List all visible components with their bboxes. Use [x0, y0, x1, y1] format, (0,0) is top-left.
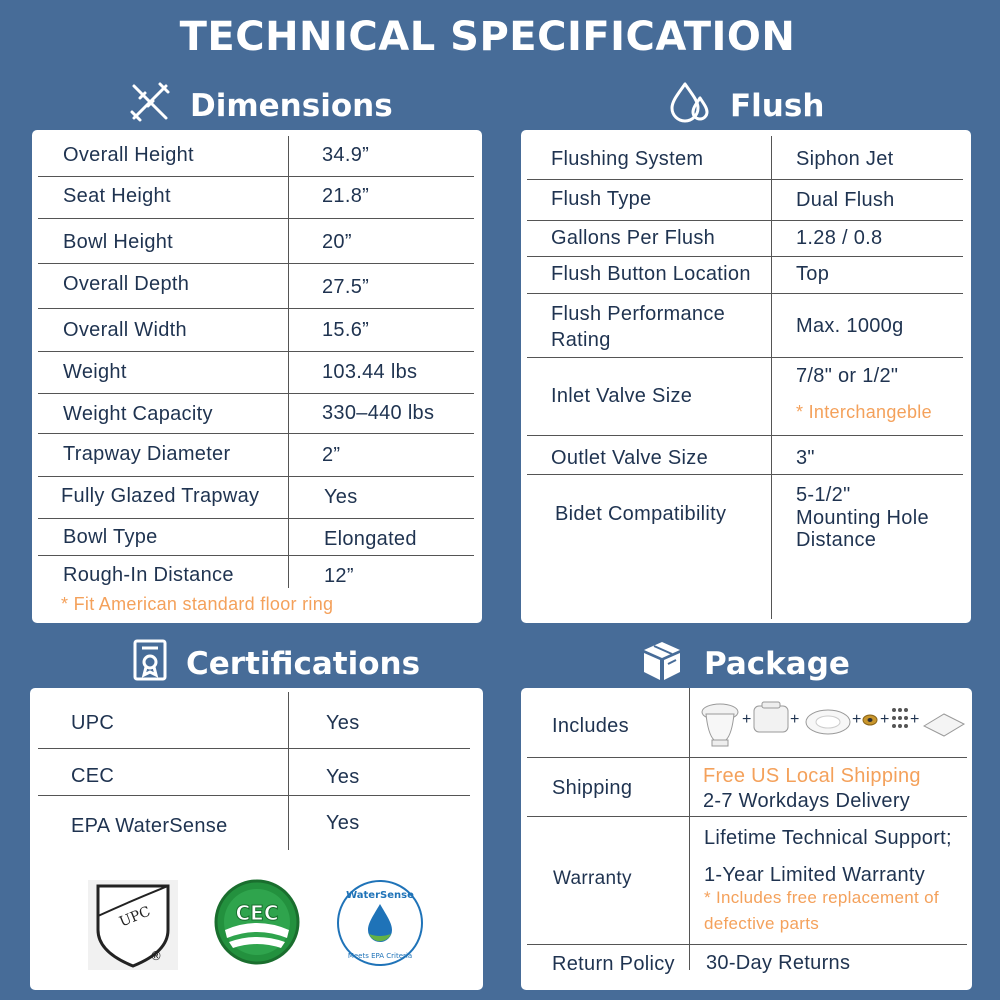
watersense-logo-top: WaterSense [346, 890, 414, 901]
package-heading [638, 638, 850, 690]
pkg-warranty-note1: * Includes free replacement of [704, 888, 939, 907]
upc-logo-text: UPC [117, 903, 153, 931]
cover-plate-icon [924, 714, 964, 736]
toilet-bowl-icon [702, 704, 738, 746]
certifications-card [30, 688, 483, 990]
plus-3: + [852, 711, 862, 728]
flush-label-inlet: Inlet Valve Size [551, 385, 693, 407]
plus-5: + [910, 711, 920, 728]
flush-label-type: Flush Type [551, 188, 652, 210]
pkg-warranty-note2: defective parts [704, 914, 820, 933]
flush-value-outlet: 3" [796, 447, 815, 469]
watersense-logo-bottom: Meets EPA Criteria [347, 952, 413, 960]
dim-label-fully-glazed: Fully Glazed Trapway [61, 485, 260, 507]
flush-label-performance-2: Rating [551, 329, 611, 351]
flush-value-gallons: 1.28 / 0.8 [796, 227, 883, 249]
flush-value-system: Siphon Jet [796, 148, 894, 170]
included-items [696, 694, 968, 752]
pkg-label-includes: Includes [552, 715, 629, 737]
dim-label-trapway-diameter: Trapway Diameter [63, 443, 231, 465]
toilet-tank-icon [754, 702, 788, 732]
cec-logo-text: CEC [235, 901, 279, 925]
flush-value-inlet: 7/8" or 1/2" [796, 365, 899, 387]
plus-1: + [742, 711, 752, 728]
dim-label-bowl-height: Bowl Height [63, 231, 174, 253]
dim-value-rough-in: 12” [324, 565, 354, 587]
dim-value-overall-width: 15.6” [322, 319, 370, 341]
pkg-shipping-line2: 2-7 Workdays Delivery [703, 790, 911, 812]
dim-note: * Fit American standard floor ring [61, 594, 334, 614]
dim-value-fully-glazed: Yes [324, 486, 358, 508]
certificate-icon [132, 638, 168, 690]
flush-note-inlet: * Interchangeble [796, 402, 932, 422]
dim-label-rough-in: Rough-In Distance [63, 564, 234, 586]
cert-label-upc: UPC [71, 712, 115, 734]
flush-value-button: Top [796, 263, 830, 285]
package-card [521, 688, 972, 990]
flush-value-type: Dual Flush [796, 189, 895, 211]
flush-value-bidet-3: Distance [796, 529, 877, 551]
dim-value-weight-capacity: 330–440 lbs [322, 402, 435, 424]
watersense-logo [335, 878, 425, 968]
dim-label-overall-depth: Overall Depth [63, 273, 190, 295]
ruler-pencil-icon [128, 80, 172, 132]
cert-label-epa: EPA WaterSense [71, 815, 228, 837]
pkg-shipping-line1: Free US Local Shipping [703, 765, 921, 787]
dim-label-seat-height: Seat Height [63, 185, 171, 207]
dim-value-bowl-type: Elongated [324, 528, 417, 550]
pkg-label-warranty: Warranty [553, 868, 632, 889]
certifications-title: Certifications [186, 646, 421, 682]
pkg-label-return: Return Policy [552, 953, 675, 975]
flush-title: Flush [730, 88, 825, 124]
dimensions-heading [128, 80, 393, 132]
cert-value-epa: Yes [326, 812, 360, 834]
flush-label-gallons: Gallons Per Flush [551, 227, 716, 249]
hardware-parts-icon [892, 708, 908, 728]
water-drops-icon [668, 80, 712, 132]
flush-label-performance: Flush Performance [551, 303, 726, 325]
upc-logo-mark: ® [150, 949, 162, 963]
cert-value-cec: Yes [326, 766, 360, 788]
plus-2: + [790, 711, 800, 728]
dim-value-bowl-height: 20” [322, 231, 352, 253]
dim-value-overall-depth: 27.5” [322, 276, 370, 298]
cert-value-upc: Yes [326, 712, 360, 734]
pkg-return-value: 30-Day Returns [706, 952, 851, 974]
plus-4: + [880, 711, 890, 728]
dim-label-weight-capacity: Weight Capacity [63, 403, 213, 425]
dim-label-overall-width: Overall Width [63, 319, 187, 341]
dim-value-seat-height: 21.8” [322, 185, 370, 207]
flush-value-bidet-1: 5-1/2" [796, 484, 851, 506]
cec-logo [213, 878, 301, 966]
dim-value-trapway-diameter: 2” [322, 444, 341, 466]
flush-value-performance: Max. 1000g [796, 315, 904, 337]
pkg-label-shipping: Shipping [552, 777, 633, 799]
upc-logo [88, 880, 178, 970]
box-icon [638, 638, 686, 690]
dim-label-overall-height: Overall Height [63, 144, 194, 166]
flush-label-outlet: Outlet Valve Size [551, 447, 709, 469]
flush-label-bidet: Bidet Compatibility [555, 503, 727, 525]
dim-label-bowl-type: Bowl Type [63, 526, 158, 548]
dim-value-weight: 103.44 lbs [322, 361, 418, 383]
certifications-heading [132, 638, 420, 690]
cert-label-cec: CEC [71, 765, 115, 787]
flush-label-system: Flushing System [551, 148, 704, 170]
flush-card [521, 130, 971, 623]
dim-value-overall-height: 34.9” [322, 144, 370, 166]
pkg-warranty-line1: Lifetime Technical Support; [704, 827, 952, 849]
page-title: TECHNICAL SPECIFICATION [179, 14, 796, 60]
dimensions-card [32, 130, 482, 623]
dim-label-weight: Weight [63, 361, 127, 383]
dimensions-title: Dimensions [190, 88, 393, 124]
flush-value-bidet-2: Mounting Hole [796, 507, 929, 529]
package-title: Package [704, 646, 850, 682]
flush-label-button: Flush Button Location [551, 263, 751, 285]
wax-ring-icon [863, 715, 877, 725]
toilet-seat-icon [806, 710, 850, 734]
pkg-warranty-line2: 1-Year Limited Warranty [704, 864, 926, 886]
flush-heading [668, 80, 824, 132]
